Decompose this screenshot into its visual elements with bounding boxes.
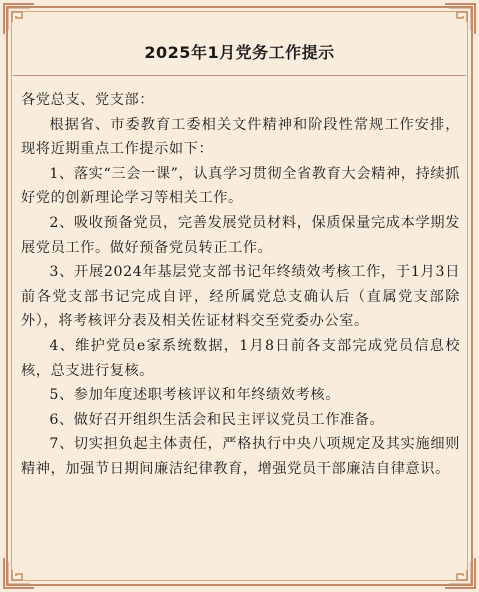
list-item: 3、开展2024年基层党支部书记年终绩效考核工作，于1月3日前各党支部书记完成自评，经所属党总支确认后（直属党支部除外），将考核评分表及相关佐证材料交至党委办公室。 (21, 264, 460, 330)
list-item: 6、做好召开组织生活会和民主评议党员工作准备。 (49, 411, 385, 428)
intro-paragraph: 根据省、市委教育工委相关文件精神和阶段性常规工作安排，现将近期重点工作提示如下： (21, 116, 460, 158)
list-item: 5、参加年度述职考核评议和年终绩效考核。 (49, 387, 340, 404)
title-divider (13, 75, 466, 76)
list-item: 7、切实担负起主体责任，严格执行中央八项规定及其实施细则精神，加强节日期间廉洁纪律教育，增强党员干部廉洁自律意识。 (21, 436, 460, 477)
list-item: 2、吸收预备党员，完善发展党员材料，保质保量完成本学期发展党员工作。做好预备党员转正工作。 (21, 214, 460, 256)
greeting: 各党总支、党支部： (21, 92, 155, 108)
notice-body (21, 88, 460, 482)
corner-ornament-icon (443, 556, 477, 590)
list-item: 1、落实“三会一课”，认真学习贯彻全省教育大会精神，持续抓好党的创新理论学习等相关工作。 (21, 165, 460, 207)
corner-ornament-icon (2, 2, 36, 36)
corner-ornament-icon (2, 556, 36, 590)
page-title: 2025年1月党务工作提示 (144, 43, 335, 62)
corner-ornament-icon (443, 2, 477, 36)
list-item: 4、维护党员e家系统数据，1月8日前各支部完成党员信息校核，总支进行复核。 (21, 337, 460, 379)
